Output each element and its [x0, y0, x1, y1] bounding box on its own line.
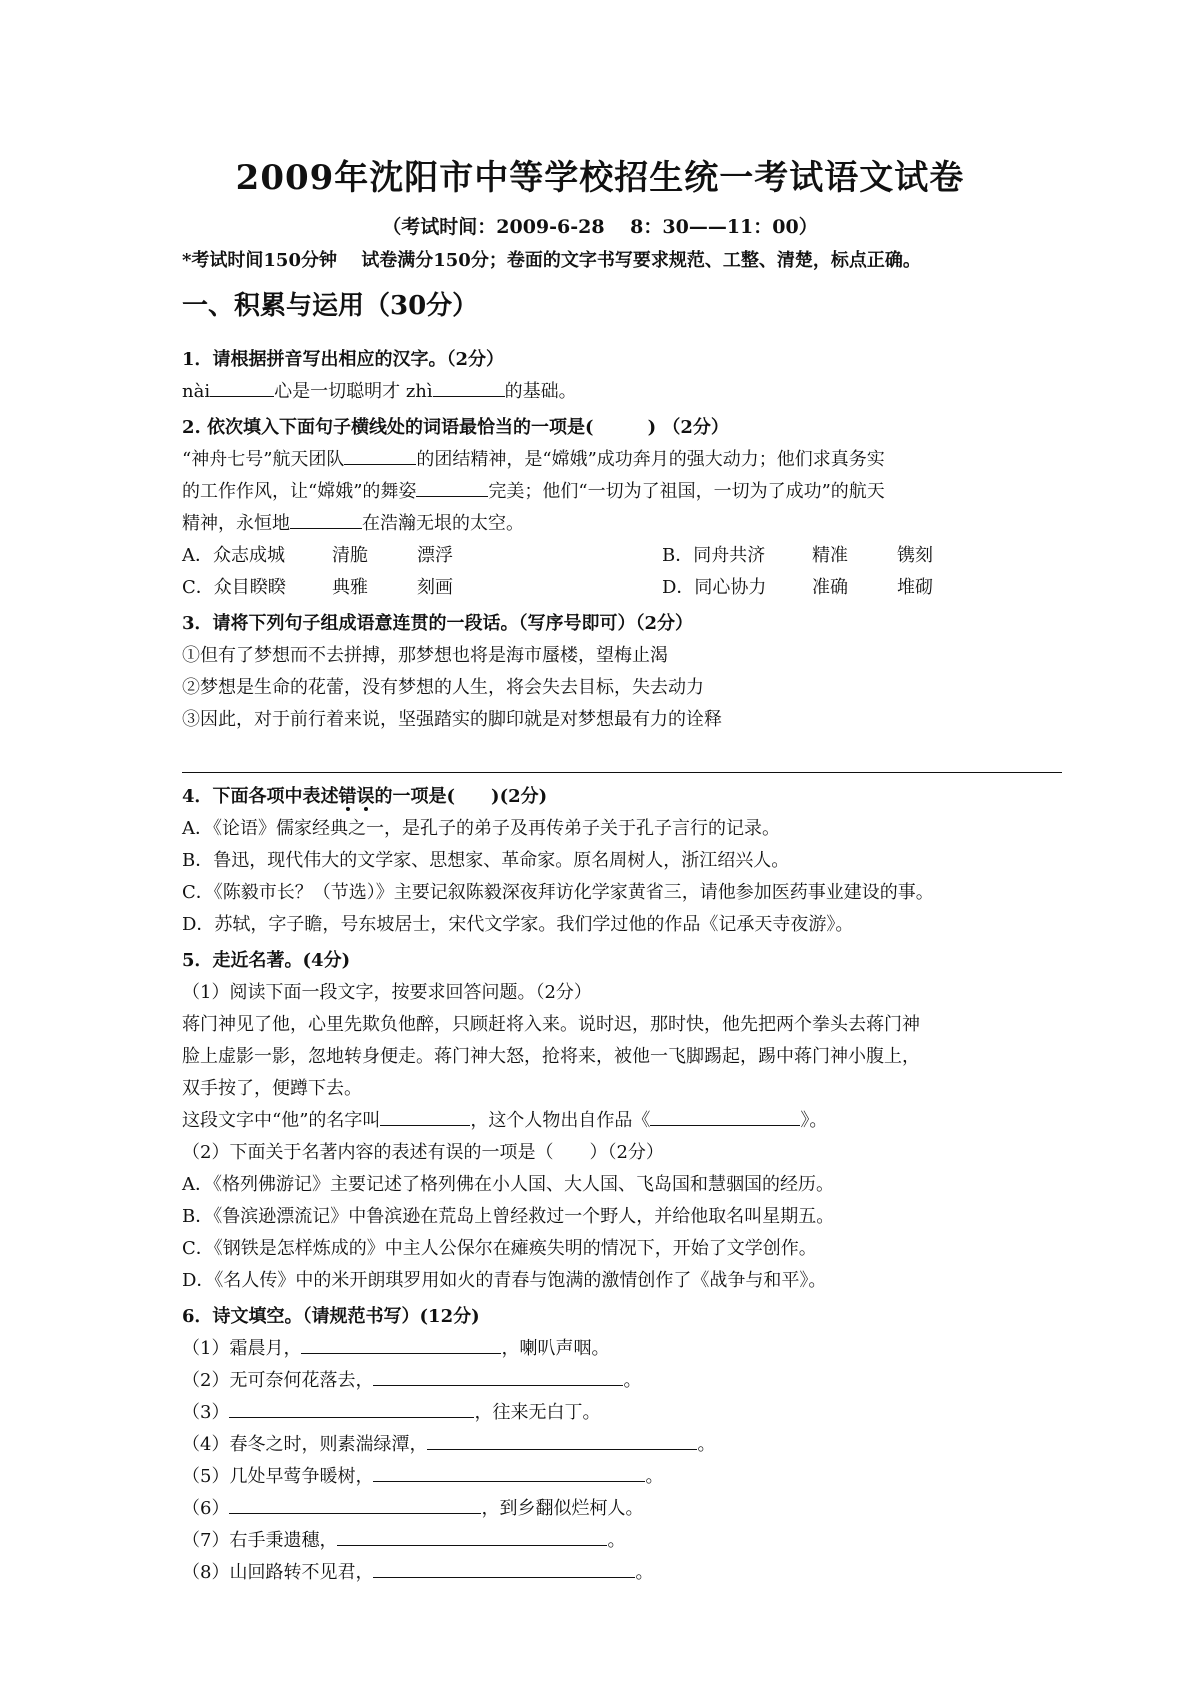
text-span: ，到乡翻似烂柯人。	[481, 1498, 644, 1519]
text-span: 在浩瀚无垠的太空。	[362, 513, 524, 534]
text-span: 。	[645, 1466, 664, 1487]
pinyin-tail: 的基础。	[504, 381, 577, 402]
text-span: （2）无可奈何花落去，	[182, 1370, 374, 1391]
text-span: 的工作作风，让“嫦娥”的舞姿	[182, 481, 417, 502]
text-span: ，这个人物出自作品《	[470, 1110, 651, 1131]
question-1-body	[182, 376, 1062, 408]
answer-blank[interactable]	[373, 1365, 623, 1386]
text-span: 。	[607, 1530, 626, 1551]
option-c: C．《陈毅市长？（节选）》主要记叙陈毅深夜拜访化学家黄省三，请他参加医药事业建设的事。	[182, 882, 934, 903]
answer-blank[interactable]	[373, 1461, 645, 1482]
poem-line	[182, 1493, 1062, 1525]
option-word: 精准	[812, 545, 848, 566]
text-span: 。	[697, 1434, 716, 1455]
text-span: （8）山回路转不见君，	[182, 1562, 374, 1583]
text-span: （7）右手秉遗穗，	[182, 1530, 338, 1551]
text-span: （4）春冬之时，则素湍绿潭，	[182, 1434, 428, 1455]
question-2-options-cd	[182, 572, 1062, 604]
answer-blank[interactable]	[427, 1429, 697, 1450]
option-b: B．同舟共济	[662, 545, 766, 566]
poem-line	[182, 1429, 1062, 1461]
option-d: D．同心协力	[662, 577, 767, 598]
answer-blank[interactable]	[416, 476, 488, 497]
text-span: （5）几处早莺争暖树，	[182, 1466, 374, 1487]
sub-question-1: （1）阅读下面一段文字，按要求回答问题。（2分）	[182, 982, 592, 1003]
poem-line	[182, 1525, 1062, 1557]
option-word: 漂浮	[417, 545, 453, 566]
passage-line: 蒋门神见了他，心里先欺负他醉，只顾赶将入来。说时迟，那时快，他先把两个拳头去蒋门神	[182, 1014, 920, 1035]
pinyin-1: nài	[182, 381, 211, 402]
option-word: 典雅	[332, 577, 368, 598]
option-d: D．《名人传》中的米开朗琪罗用如火的青春与饱满的激情创作了《战争与和平》。	[182, 1270, 827, 1291]
poem-line	[182, 1397, 1062, 1429]
option-a: A．众志成城	[182, 545, 285, 566]
text-span: 。	[623, 1370, 642, 1391]
text-span: 。	[635, 1562, 654, 1583]
text-span: “神舟七号”航天团队	[182, 449, 345, 470]
answer-blank[interactable]	[650, 1105, 800, 1126]
text-span: ，往来无白丁。	[474, 1402, 601, 1423]
pinyin-text: 心是一切聪明才 zhì	[274, 381, 433, 402]
question-2-text	[182, 476, 1062, 508]
answer-blank[interactable]	[337, 1525, 607, 1546]
questions	[182, 340, 1062, 1589]
option-a: A．《格列佛游记》主要记述了格列佛在小人国、大人国、飞岛国和慧骃国的经历。	[182, 1174, 834, 1195]
option-c: C．《钢铁是怎样炼成的》中主人公保尔在瘫痪失明的情况下，开始了文学创作。	[182, 1238, 817, 1259]
option-b: B．鲁迅，现代伟大的文学家、思想家、革命家。原名周树人，浙江绍兴人。	[182, 850, 790, 871]
question-1-stem: 1．请根据拼音写出相应的汉字。（2分）	[182, 349, 505, 370]
question-3-stem: 3．请将下列句子组成语意连贯的一段话。（写序号即可）（2分）	[182, 613, 694, 634]
text-span: （1）霜晨月，	[182, 1338, 302, 1359]
exam-notice: *考试时间150分钟 试卷满分150分；卷面的文字书写要求规范、工整、清楚，标点正确。	[182, 250, 921, 271]
option-d: D．苏轼，字子瞻，号东坡居士，宋代文学家。我们学过他的作品《记承天寺夜游》。	[182, 914, 854, 935]
sentence-2: ②梦想是生命的花蕾，没有梦想的人生，将会失去目标，失去动力	[182, 677, 704, 698]
sentence-1: ①但有了梦想而不去拼搏，那梦想也将是海市蜃楼，望梅止渴	[182, 645, 668, 666]
option-word: 刻画	[417, 577, 453, 598]
option-b: B．《鲁滨逊漂流记》中鲁滨逊在荒岛上曾经救过一个野人，并给他取名叫星期五。	[182, 1206, 835, 1227]
answer-blank[interactable]	[210, 376, 274, 397]
answer-blank[interactable]	[301, 1333, 501, 1354]
text-span: 4．下面各项中表述	[182, 786, 339, 807]
question-2-text	[182, 444, 1062, 476]
sub-question-1-ask	[182, 1105, 1062, 1137]
section-heading: 一、积累与运用（30分）	[182, 291, 479, 321]
answer-blank[interactable]	[290, 508, 362, 529]
text-span: （6）	[182, 1498, 230, 1519]
option-a: A．《论语》儒家经典之一，是孔子的弟子及再传弟子关于孔子言行的记录。	[182, 818, 780, 839]
option-word: 镌刻	[897, 545, 933, 566]
question-5-stem: 5．走近名著。(4分)	[182, 950, 351, 971]
sub-question-2: （2）下面关于名著内容的表述有误的一项是（ ）（2分）	[182, 1142, 664, 1163]
option-word: 堆砌	[897, 577, 933, 598]
exam-title: 2009年沈阳市中等学校招生统一考试语文试卷	[235, 158, 965, 198]
answer-blank[interactable]	[373, 1557, 635, 1578]
option-word: 清脆	[332, 545, 368, 566]
option-c: C．众目睽睽	[182, 577, 286, 598]
answer-blank[interactable]	[380, 1105, 470, 1126]
text-span: （3）	[182, 1402, 230, 1423]
answer-line[interactable]	[182, 736, 1062, 773]
answer-blank[interactable]	[229, 1493, 481, 1514]
answer-blank[interactable]	[344, 444, 416, 465]
question-2-stem: 2. 依次填入下面句子横线处的词语最恰当的一项是( ) （2分）	[182, 417, 729, 438]
answer-blank[interactable]	[229, 1397, 474, 1418]
text-span: 》。	[800, 1110, 828, 1131]
text-span: ，喇叭声咽。	[501, 1338, 610, 1359]
text-span: 完美；他们“一切为了祖国，一切为了成功”的航天	[488, 481, 885, 502]
text-span: 这段文字中“他”的名字叫	[182, 1110, 381, 1131]
sentence-3: ③因此，对于前行着来说，坚强踏实的脚印就是对梦想最有力的诠释	[182, 709, 722, 730]
question-4-stem	[182, 781, 1062, 813]
emphasis-char: 误	[356, 786, 375, 807]
question-2-options-ab	[182, 540, 1062, 572]
text-span: 的团结精神，是“嫦娥”成功奔月的强大动力；他们求真务实	[416, 449, 885, 470]
poem-line	[182, 1557, 1062, 1589]
text-span: 精神，永恒地	[182, 513, 290, 534]
poem-line	[182, 1333, 1062, 1365]
passage-line: 脸上虚影一影，忽地转身便走。蒋门神大怒，抢将来，被他一飞脚踢起，踢中蒋门神小腹上，	[182, 1046, 920, 1067]
option-word: 准确	[812, 577, 848, 598]
exam-time: （考试时间：2009-6-28 8：30——11：00）	[382, 216, 818, 238]
question-6-stem: 6．诗文填空。（请规范书写）(12分)	[182, 1306, 480, 1327]
emphasis-char: 错	[338, 786, 357, 807]
poem-line	[182, 1365, 1062, 1397]
passage-line: 双手按了，便蹲下去。	[182, 1078, 362, 1099]
poem-line	[182, 1461, 1062, 1493]
text-span: 的一项是( )(2分)	[374, 786, 548, 807]
answer-blank[interactable]	[433, 376, 505, 397]
question-2-text	[182, 508, 1062, 540]
